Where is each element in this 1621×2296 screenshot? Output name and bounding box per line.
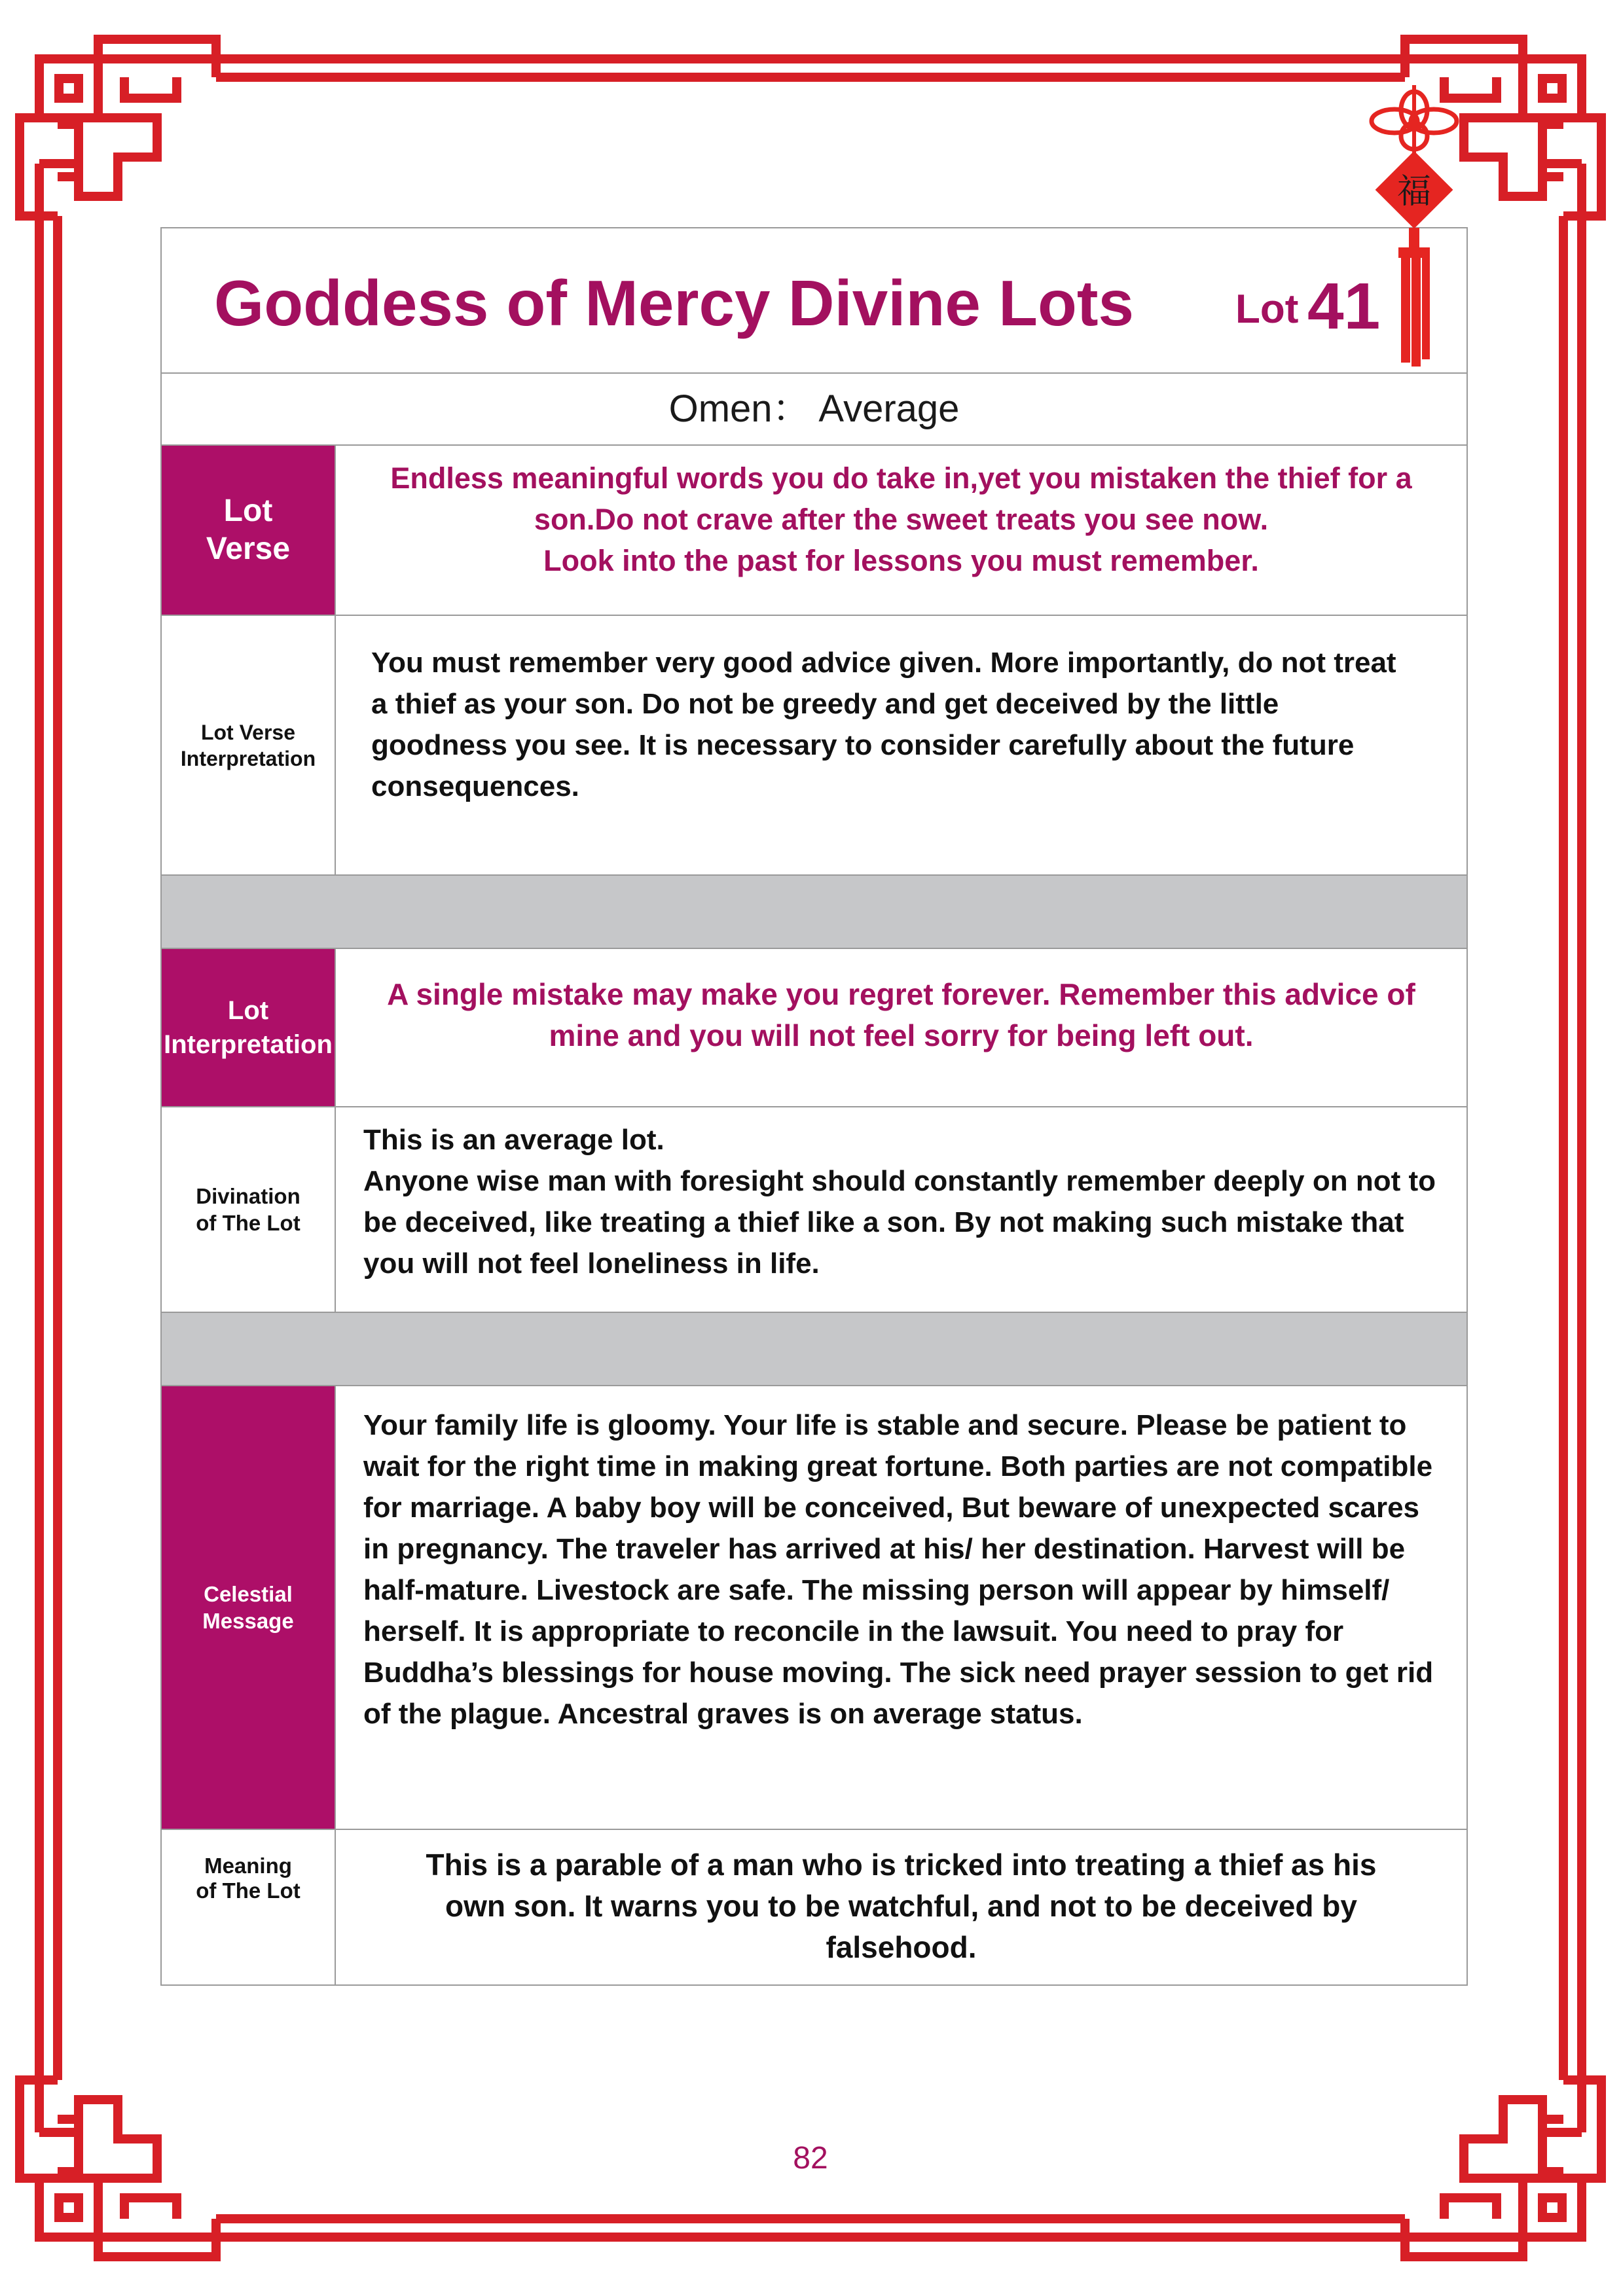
celestial-message-body: Your family life is gloomy. Your life is stable and secure. Please be patient to wait for the right time in making great fortune. Both parties are not compatible for marriage. A baby boy will be conceived, But beware of unexpected scares in pregnancy. The traveler has arrived at his/ her destination. Harvest will be half-mature. Livestock are safe. The missing person will appear by himself/ herself. It is appropriate to reconcile in the lawsuit. You need to pray for Buddha’s blessings for house moving. The sick need prayer session to get rid of the plague. Ancestral graves is on average status.	[363, 1409, 1434, 1730]
lot-interpretation-text	[336, 949, 1466, 1106]
lot-verse-interpretation-label	[162, 616, 336, 874]
divination-line-2: Anyone wise man with foresight should constantly remember deeply on not to be deceived, like treating a thief like a son. By not making such mistake that you will not feel loneliness in life.	[363, 1165, 1436, 1280]
lot-interpretation-row	[162, 949, 1466, 1107]
fu-character: 福	[1396, 172, 1432, 211]
lot-verse-interpretation-text	[336, 616, 1466, 874]
lot-number: 41	[1307, 270, 1381, 343]
section-divider-band	[162, 876, 1466, 949]
lot-interpretation-label	[162, 949, 336, 1106]
corner-fret-top-left	[20, 39, 216, 216]
chinese-knot-ornament	[1342, 85, 1486, 367]
lot-verse-text-body: Endless meaningful words you do take in,yet you mistaken the thief for a son.Do not crave after the sweet treats you see now. Look into the past for lessons you must remember.	[390, 461, 1412, 577]
omen-line: Omen： Average	[162, 374, 1466, 446]
lot-verse-interpretation-label-text: Lot Verse Interpretation	[180, 720, 316, 770]
divination-text	[336, 1107, 1466, 1312]
lot-verse-label-text: Lot Verse	[206, 493, 291, 566]
divination-line-1: This is an average lot.	[363, 1124, 665, 1156]
lot-label: Lot	[1235, 287, 1299, 332]
celestial-message-text	[336, 1386, 1466, 1829]
lot-verse-interpretation-body: You must remember very good advice given. More importantly, do not treat a thief as your son. Do not be greedy and get deceived by the little goodness you see. It is necessary to consider carefully about the future consequences.	[371, 647, 1396, 802]
divination-label	[162, 1107, 336, 1312]
meaning-text	[336, 1830, 1466, 1984]
meaning-body: This is a parable of a man who is tricked into treating a thief as his own son. It warns you to be watchful, and not to be deceived by falsehood.	[426, 1848, 1377, 1964]
celestial-message-row	[162, 1386, 1466, 1830]
divination-row	[162, 1107, 1466, 1313]
lot-header	[162, 228, 1466, 374]
section-divider-band-2	[162, 1313, 1466, 1386]
lot-sheet	[160, 227, 1468, 1986]
page-number: 82	[793, 2141, 828, 2176]
meaning-row	[162, 1830, 1466, 1984]
celestial-message-label	[162, 1386, 336, 1829]
page-title: Goddess of Mercy Divine Lots	[214, 267, 1134, 339]
lot-verse-text	[336, 446, 1466, 615]
lot-verse-interpretation-row	[162, 616, 1466, 876]
lot-verse-label	[162, 446, 336, 615]
meaning-label-text: Meaning of The Lot	[196, 1854, 301, 1903]
divination-label-text: Divination of The Lot	[196, 1184, 301, 1235]
lot-interpretation-body: A single mistake may make you regret forever. Remember this advice of mine and you will not feel sorry for being left out.	[387, 977, 1415, 1052]
lot-interpretation-label-text: Lot Interpretation	[164, 996, 333, 1059]
meaning-label	[162, 1830, 336, 1984]
celestial-message-label-text: Celestial Message	[202, 1582, 294, 1633]
lot-verse-row	[162, 446, 1466, 616]
